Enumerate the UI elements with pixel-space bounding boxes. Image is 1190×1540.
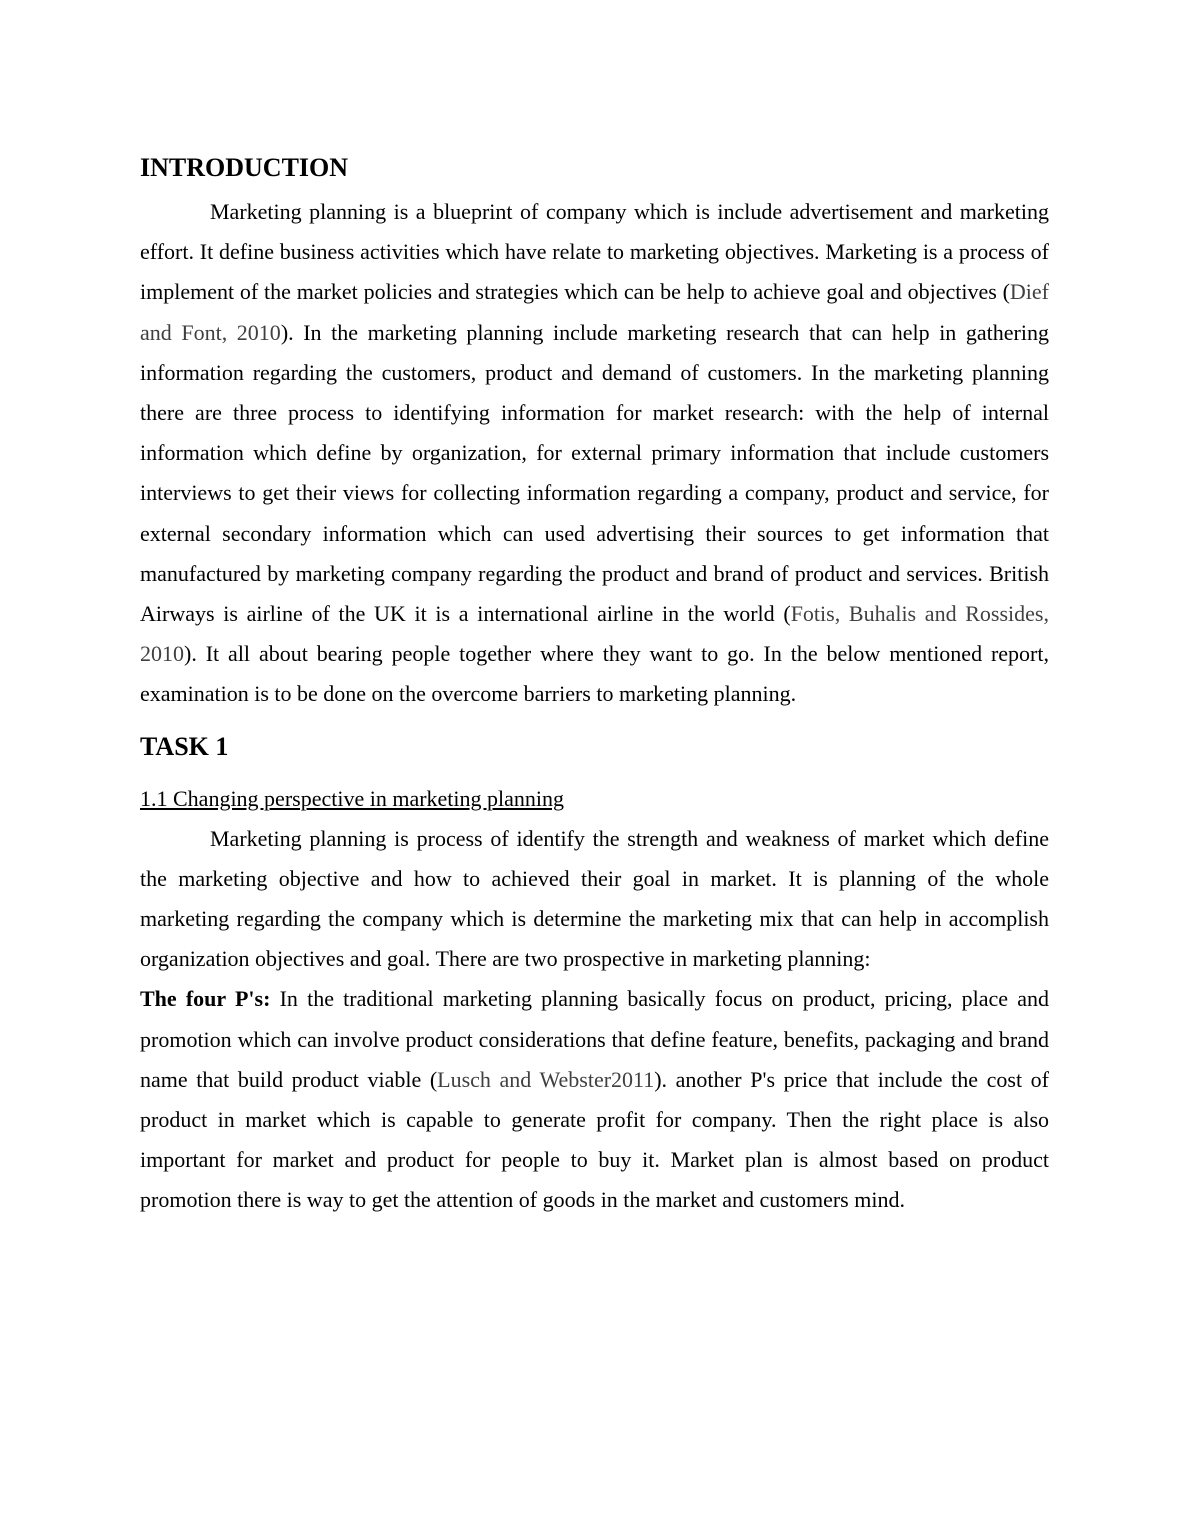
citation-lusch-webster: Lusch and Webster2011 (437, 1066, 655, 1092)
subheading-1-1: 1.1 Changing perspective in marketing planning (140, 785, 565, 811)
document-page (140, 150, 1049, 1221)
four-ps-label: The four P's: (140, 986, 271, 1012)
heading-task-1: TASK 1 (140, 731, 229, 761)
four-ps-text-part-2: ). another P's price that include the cost of product in market which is capable to generate profit for company. Then the right place is also important for market and product for people to buy it. Market plan is almost based on product promotion there is way to get the attention of goods in the market and customers mind. (140, 1066, 1049, 1213)
introduction-paragraph (140, 192, 1049, 715)
citation-dief-font: Dief and Font, 2010 (140, 279, 1049, 345)
intro-text-part-3: ). It all about bearing people together where they want to go. In the below mentioned report, examination is to be done on the overcome barriers to marketing planning. (140, 641, 1049, 707)
intro-text-part-2: ). In the marketing planning include marketing research that can help in gathering information regarding the customers, product and demand of customers. In the marketing planning there are three process to identifying information for market research: with the help of internal information which define by organization, for external primary information that include customers interviews to get their views for collecting information regarding a company, product and service, for external secondary information which can used advertising their sources to get information that manufactured by marketing company regarding the product and brand of product and services. British Airways is airline of the UK it is a international airline in the world ( (140, 319, 1049, 627)
four-ps-text-part-1: In the traditional marketing planning basically focus on product, pricing, place and promotion which can involve product considerations that define feature, benefits, packaging and brand name that build product viable ( (140, 986, 1049, 1092)
heading-introduction: INTRODUCTION (140, 153, 349, 182)
citation-fotis-buhalis-rossides: Fotis, Buhalis and Rossides, 2010 (140, 601, 1049, 667)
task1-four-ps-paragraph (140, 979, 1049, 1220)
intro-text-part-1: Marketing planning is a blueprint of company which is include advertisement and marketing effort. It define business activities which have relate to marketing objectives. Marketing is a process of implement of the market policies and strategies which can be help to achieve goal and objectives ( (140, 199, 1049, 305)
task1-paragraph-1: Marketing planning is process of identify the strength and weakness of market which define the marketing objective and how to achieved their goal in market. It is planning of the whole marketing regarding the company which is determine the marketing mix that can help in accomplish organization objectives and goal. There are two prospective in marketing planning: (140, 825, 1049, 972)
